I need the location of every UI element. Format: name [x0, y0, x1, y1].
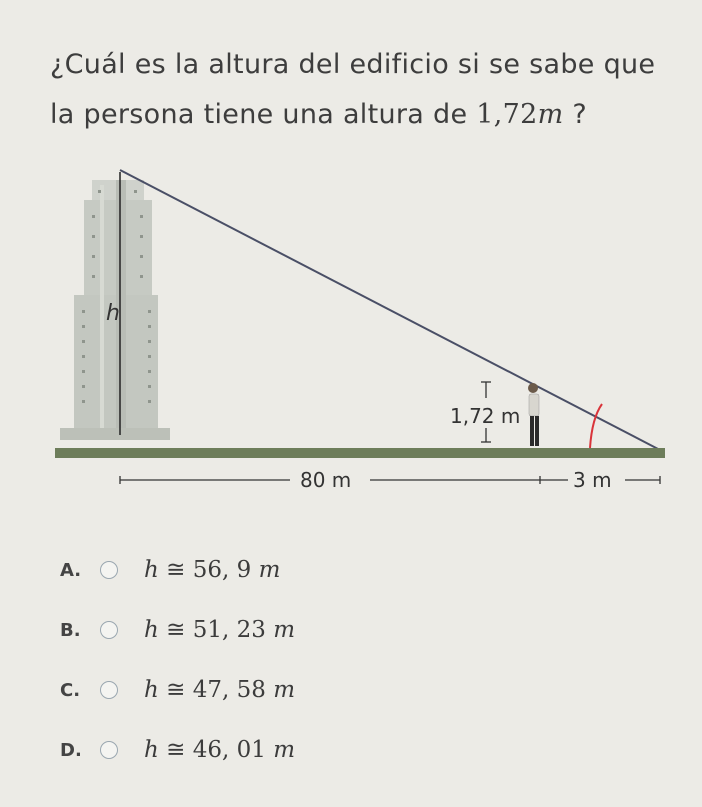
person-figure — [528, 383, 539, 446]
radio-button-a[interactable] — [100, 561, 118, 579]
radio-button-b[interactable] — [100, 621, 118, 639]
ground — [55, 448, 665, 458]
option-value: h ≅ 46, 01 m — [144, 737, 296, 763]
distance-building-label: 80 m — [300, 468, 352, 492]
option-value: h ≅ 47, 58 m — [144, 677, 296, 703]
option-letter: D. — [60, 739, 82, 761]
option-value: h ≅ 51, 23 m — [144, 617, 296, 643]
radio-button-d[interactable] — [100, 741, 118, 759]
question-text — [50, 40, 690, 140]
question-line-1: ¿Cuál es la altura del edificio si se sabe que — [50, 49, 656, 80]
option-d[interactable] — [60, 730, 360, 770]
question-line-2-prefix: la persona tiene una altura de — [50, 99, 477, 130]
person-height-unit: m — [537, 99, 564, 130]
option-letter: A. — [60, 559, 82, 581]
option-letter: B. — [60, 619, 81, 641]
option-letter: C. — [60, 679, 81, 701]
geometry-figure — [0, 160, 702, 500]
angle-arc — [590, 404, 602, 448]
option-b[interactable] — [60, 610, 360, 650]
option-c[interactable] — [60, 670, 360, 710]
radio-button-c[interactable] — [100, 681, 118, 699]
option-a[interactable] — [60, 550, 360, 590]
sight-line — [120, 170, 660, 450]
person-height-label: 1,72 m — [450, 404, 521, 428]
option-value: h ≅ 56, 9 m — [144, 557, 281, 583]
person-height-value: 1,72 — [476, 99, 538, 130]
building-height-label: h — [106, 301, 120, 326]
distance-person-label: 3 m — [573, 468, 612, 492]
question-line-2-suffix: ? — [563, 99, 588, 130]
question-line-2 — [50, 90, 690, 140]
